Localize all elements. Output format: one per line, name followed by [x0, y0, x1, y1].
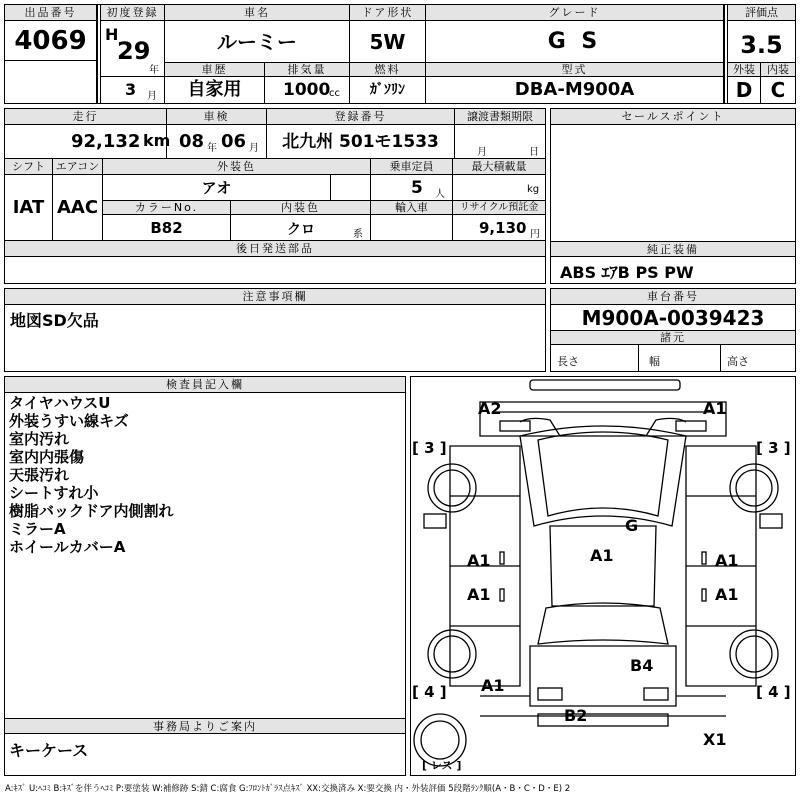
transfer-month: 月 [477, 147, 487, 158]
color-no-value: B82 [103, 215, 231, 241]
transfer-cell [455, 125, 545, 159]
load-unit: kg [527, 184, 540, 195]
displacement-cell [265, 77, 350, 103]
lot-value: 4069 [5, 21, 97, 61]
office-label: 事務局よりご案内 [5, 718, 405, 734]
first-reg-year-cell [101, 21, 165, 77]
load-label: 最大積載量 [453, 159, 545, 175]
car-diagram [410, 376, 796, 776]
capacity-value: 5 [411, 178, 423, 198]
mark-a1-r2: A1 [715, 585, 739, 604]
mark-a1-l1: A1 [467, 551, 491, 570]
score-label: 評価点 [728, 5, 795, 21]
inspection-year: 08 [179, 131, 205, 152]
inspection-month-unit: 月 [249, 143, 259, 154]
color-no-label: カラーNo. [103, 201, 231, 215]
mark-tire-rl: [ 4 ] [412, 683, 447, 701]
displacement-label: 排気量 [265, 63, 350, 77]
mark-a1-r1: A1 [715, 551, 739, 570]
mileage-label: 走行 [5, 109, 167, 125]
capacity-unit: 人 [435, 189, 445, 200]
displacement-unit: cc [329, 88, 340, 99]
model-value: DBA-M900A [426, 77, 724, 103]
import-label: 輸入車 [371, 201, 453, 215]
inspector-note: タイヤハウスU [9, 394, 111, 412]
mileage-unit: km [143, 131, 171, 150]
inspection-cell [167, 125, 267, 159]
transfer-label: 譲渡書類期限 [455, 109, 545, 125]
ac-label: エアコン [53, 159, 103, 175]
mark-g: G [625, 516, 639, 535]
mark-a1-l2: A1 [467, 585, 491, 604]
ext-color-extra [331, 175, 371, 201]
lot-label: 出品番号 [5, 5, 97, 21]
recycle-cell [453, 215, 545, 241]
mark-tire-fl: [ 3 ] [412, 439, 447, 457]
int-value: C [770, 78, 786, 102]
spec-label: 諸元 [551, 331, 795, 345]
month-unit: 月 [147, 91, 157, 102]
inspector-note: 天張汚れ [9, 466, 70, 484]
ext-color-value: アオ [103, 175, 331, 201]
shift-value: IAT [5, 175, 53, 241]
int-color-label: 内装色 [231, 201, 371, 215]
plate-label: 登録番号 [267, 109, 455, 125]
mark-a1-roof: A1 [590, 546, 614, 565]
width-cell [639, 345, 721, 371]
plate-value: 北九州 501モ1533 [267, 125, 455, 159]
office-value: キーケース [9, 741, 89, 760]
inspector-note: ミラーA [9, 520, 66, 538]
displacement-value: 1000 [283, 80, 331, 100]
fuel-value: ｶﾞｿﾘﾝ [350, 77, 426, 103]
int-color-unit: 系 [353, 229, 363, 240]
capacity-cell [371, 175, 453, 201]
ext-label: 外装 [728, 63, 761, 77]
ext-color-label: 外装色 [103, 159, 371, 175]
score-divider [724, 5, 728, 103]
mark-a1-rear: A1 [481, 676, 505, 695]
car-name: ルーミー [165, 21, 350, 63]
model-label: 型式 [426, 63, 724, 77]
inspector-notes-list [9, 394, 174, 556]
transfer-day: 日 [529, 147, 539, 158]
mark-tire-fr: [ 3 ] [756, 439, 791, 457]
history-value: 自家用 [165, 77, 265, 103]
inspector-note: ホイールカバーA [9, 538, 126, 556]
first-reg-month-cell [101, 77, 165, 103]
mark-b4: B4 [630, 656, 654, 675]
inspector-note: 外装うすい線キズ [9, 412, 129, 430]
ext-value: D [728, 77, 761, 103]
length-label: 長さ [557, 355, 579, 368]
capacity-label: 乗車定員 [371, 159, 453, 175]
era-letter: H [105, 25, 119, 44]
int-label: 内装 [761, 63, 795, 77]
legend: A:ｷｽﾞ U:ﾍｺﾐ B:ｷｽﾞを伴うﾍｺﾐ P:要塗装 W:補修跡 S:錆 C:腐食 G:ﾌﾛﾝﾄｶﾞﾗｽ点ｷｽﾞ XX:交換済み X:要交換 内・外装評価 5段階ﾗﾝｸ順(A・B・C・D・E) 2 [5, 784, 571, 794]
reg-year: 29 [117, 37, 151, 65]
load-cell [453, 175, 545, 201]
length-cell [551, 345, 639, 371]
caution-label: 注意事項欄 [5, 289, 545, 305]
mark-b2: B2 [564, 706, 588, 725]
equipment-label: 純正装備 [551, 241, 795, 257]
height-label: 高さ [727, 355, 749, 368]
later-parts-label: 後日発送部品 [5, 241, 545, 257]
reg-month: 3 [125, 80, 137, 99]
grade-label: グレード [426, 5, 724, 21]
inspector-label: 検査員記入欄 [5, 377, 405, 393]
later-parts-value [5, 257, 545, 283]
width-label: 幅 [649, 355, 660, 368]
int-color-cell [231, 215, 371, 241]
lot-divider [97, 5, 101, 103]
chassis-value: M900A-0039423 [551, 305, 795, 331]
recycle-label: リサイクル預託金 [453, 201, 545, 215]
door-label: ドア形状 [350, 5, 426, 21]
car-name-label: 車名 [165, 5, 350, 21]
equipment-value: ABS ｴｱB PS PW [560, 263, 694, 282]
mark-tire-rr: [ 4 ] [756, 683, 791, 701]
inspector-note: 樹脂バックドア内側割れ [9, 502, 174, 520]
door-value: 5W [350, 21, 426, 63]
inspection-year-unit: 年 [207, 143, 217, 154]
mark-a2: A2 [478, 399, 502, 418]
history-label: 車歴 [165, 63, 265, 77]
mark-a1-top: A1 [703, 399, 727, 418]
mileage-value: 92,132 [71, 131, 141, 152]
caution-value: 地図SD欠品 [10, 311, 99, 330]
lot-blank [5, 61, 97, 103]
inspector-note: 室内内張傷 [9, 448, 85, 466]
shift-label: シフト [5, 159, 53, 175]
first-reg-label: 初度登録 [101, 5, 165, 21]
inspection-label: 車検 [167, 109, 267, 125]
import-cell [371, 215, 453, 241]
recycle-value: 9,130 [479, 219, 527, 237]
height-cell [721, 345, 795, 371]
year-unit: 年 [149, 65, 159, 76]
sales-point-label: セールスポイント [551, 109, 795, 125]
chassis-label: 車台番号 [551, 289, 795, 305]
recycle-unit: 円 [530, 229, 540, 240]
ac-value: AAC [53, 175, 103, 241]
int-color-value: クロ [287, 222, 315, 238]
sales-point-block [550, 108, 796, 284]
mark-spare: [ レス ] [422, 759, 462, 772]
inspector-note: 室内汚れ [9, 430, 70, 448]
inspection-month: 06 [221, 131, 247, 152]
grade-value: G S [426, 21, 724, 63]
fuel-label: 燃料 [350, 63, 426, 77]
mileage-cell [5, 125, 171, 159]
inspector-note: シートすれ小 [9, 484, 99, 502]
score-value: 3.5 [728, 21, 795, 63]
mark-x1: X1 [703, 730, 727, 749]
